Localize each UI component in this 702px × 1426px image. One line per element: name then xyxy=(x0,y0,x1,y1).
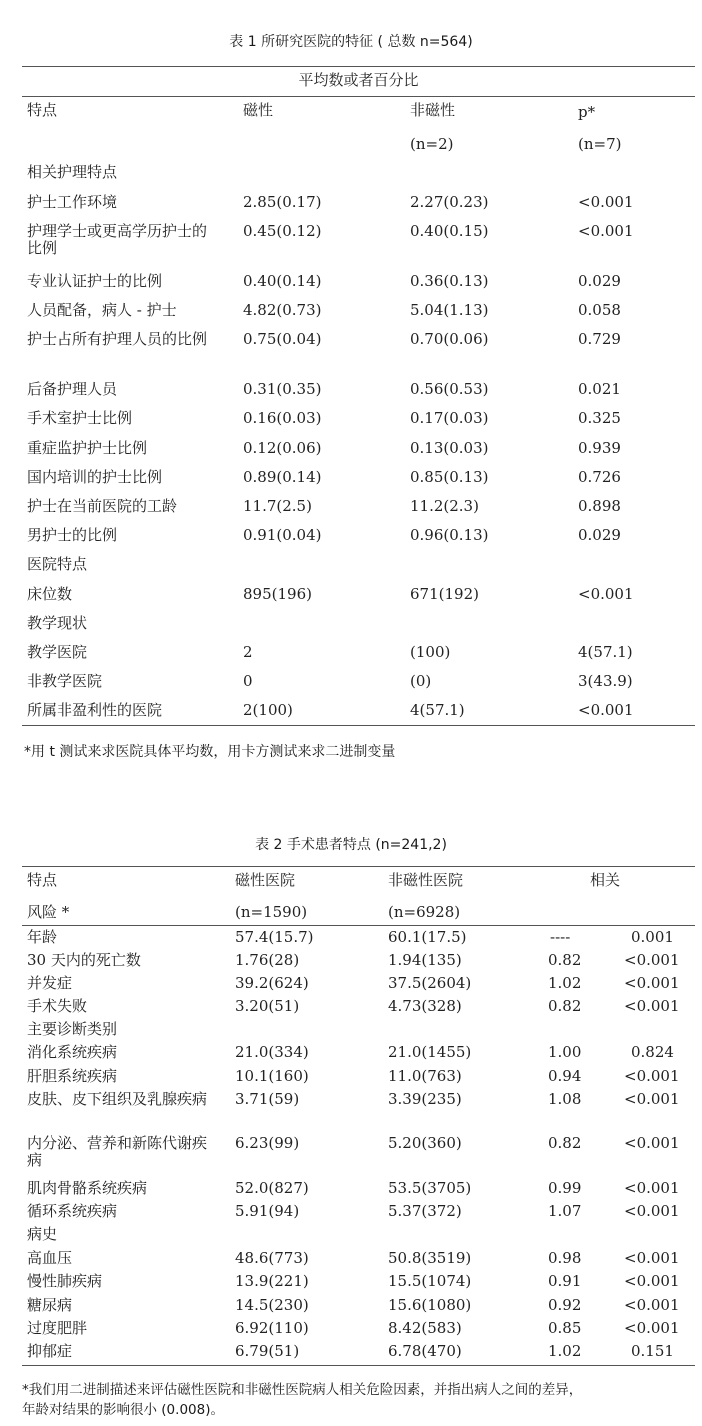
table1-row-nonmagnet: 671(192) xyxy=(410,585,479,603)
table1-header-nonmagnet: 非磁性 xyxy=(410,101,456,119)
table1-row-p: 4(57.1) xyxy=(578,643,633,661)
table1-row-label: 人员配备，病人 - 护士 xyxy=(27,301,177,319)
table1-row-label: 所属非盈利性的医院 xyxy=(27,701,163,719)
table1-n-p: (n=7) xyxy=(578,135,622,153)
table2-row-nonmagnet: 37.5(2604) xyxy=(388,974,472,992)
table2-bottom-rule xyxy=(22,1365,695,1366)
table1-header-feature: 特点 xyxy=(27,101,58,119)
table2-row-magnet: 3.71(59) xyxy=(235,1090,300,1108)
table1-spanner-rule xyxy=(22,96,695,97)
table2-row-or: 0.98 xyxy=(548,1249,582,1267)
table2-row-or: 1.07 xyxy=(548,1202,582,1220)
table1-row-label: 教学医院 xyxy=(27,643,88,661)
table2-row-nonmagnet: 15.5(1074) xyxy=(388,1272,472,1290)
table1-n-nonmagnet: (n=2) xyxy=(410,135,454,153)
table2-row-label: 手术失败 xyxy=(27,997,88,1015)
table1-bottom-rule xyxy=(22,725,695,726)
table2-header-nonmagnet: 非磁性医院 xyxy=(388,871,464,889)
table2-row-label: 皮肤、皮下组织及乳腺疾病 xyxy=(27,1090,208,1108)
table1-spanner: 平均数或者百分比 xyxy=(298,71,419,89)
table2-row-or: 1.02 xyxy=(548,974,582,992)
table2-row-label: 肌肉骨骼系统疾病 xyxy=(27,1179,148,1197)
table2-row-or: 0.92 xyxy=(548,1296,582,1314)
table2-row-or: 0.82 xyxy=(548,951,582,969)
table2-row-magnet: 57.4(15.7) xyxy=(235,928,314,946)
table1-row-nonmagnet: 0.40(0.15) xyxy=(410,222,489,240)
table1-row-magnet: 4.82(0.73) xyxy=(243,301,322,319)
table2-row-magnet: 3.20(51) xyxy=(235,997,300,1015)
table1-row-magnet: 0.91(0.04) xyxy=(243,526,322,544)
table2-header-rule xyxy=(22,925,695,926)
table2-n-magnet: (n=1590) xyxy=(235,903,308,921)
table2-row-nonmagnet: 5.20(360) xyxy=(388,1134,462,1152)
table2-row-magnet: 52.0(827) xyxy=(235,1179,309,1197)
table2-row-or: 1.02 xyxy=(548,1342,582,1360)
table1-footnote: *用 t 测试来求医院具体平均数，用卡方测试来求二进制变量 xyxy=(24,744,396,760)
table2-row-magnet: 39.2(624) xyxy=(235,974,309,992)
table1-row-nonmagnet: (0) xyxy=(410,672,432,690)
table2-row-label: 高血压 xyxy=(27,1249,73,1267)
table1-row-label: 后备护理人员 xyxy=(27,380,118,398)
table2-row-magnet: 14.5(230) xyxy=(235,1296,309,1314)
table1-row-nonmagnet: 11.2(2.3) xyxy=(410,497,479,515)
table1-row-p: 0.939 xyxy=(578,439,621,457)
table1-row-nonmagnet: 0.56(0.53) xyxy=(410,380,489,398)
table2-row-p: <0.001 xyxy=(624,997,680,1015)
table1-row-p: <0.001 xyxy=(578,585,634,603)
table1-row-p: <0.001 xyxy=(578,701,634,719)
table1-row-nonmagnet: 0.85(0.13) xyxy=(410,468,489,486)
table1-row-nonmagnet: 4(57.1) xyxy=(410,701,465,719)
table2-row-p: <0.001 xyxy=(624,1272,680,1290)
table1-row-p: 0.898 xyxy=(578,497,621,515)
table2-row-label: 过度肥胖 xyxy=(27,1319,88,1337)
table2-row-label: 内分泌、营养和新陈代谢疾病 xyxy=(27,1134,208,1169)
table1-row-p: 0.029 xyxy=(578,272,621,290)
table1-caption: 表 1 所研究医院的特征 ( 总数 n=564) xyxy=(229,34,473,50)
table1-row-magnet: 2(100) xyxy=(243,701,293,719)
table2-row-magnet: 1.76(28) xyxy=(235,951,300,969)
table1-row-magnet: 895(196) xyxy=(243,585,312,603)
table2-footnote-line1: *我们用二进制描述来评估磁性医院和非磁性医院病人相关危险因素，并指出病人之间的差异， xyxy=(22,1382,583,1398)
table1-row-label: 男护士的比例 xyxy=(27,526,118,544)
table2-caption: 表 2 手术患者特点 (n=241,2) xyxy=(255,837,447,853)
table2-row-nonmagnet: 21.0(1455) xyxy=(388,1043,472,1061)
table1-row-p: 0.058 xyxy=(578,301,621,319)
table1-row-label: 重症监护护士比例 xyxy=(27,439,148,457)
table2-row-or: 0.94 xyxy=(548,1067,582,1085)
table2-row-p: 0.824 xyxy=(631,1043,674,1061)
table1-row-p: 0.021 xyxy=(578,380,621,398)
table1-row-magnet: 11.7(2.5) xyxy=(243,497,312,515)
table1-row-magnet: 2 xyxy=(243,643,253,661)
table2-header-corr: 相关 xyxy=(590,871,621,889)
table2-row-p: <0.001 xyxy=(624,1179,680,1197)
table2-row-p: <0.001 xyxy=(624,974,680,992)
table2-row-or: 0.85 xyxy=(548,1319,582,1337)
table2-row-nonmagnet: 8.42(583) xyxy=(388,1319,462,1337)
table2-row-label: 并发症 xyxy=(27,974,73,992)
table2-row-label: 病史 xyxy=(27,1225,58,1243)
table2-row-or: 0.91 xyxy=(548,1272,582,1290)
table2-row-label: 循环系统疾病 xyxy=(27,1202,118,1220)
table2-row-p: <0.001 xyxy=(624,1134,680,1152)
table1-row-nonmagnet: 0.70(0.06) xyxy=(410,330,489,348)
table1-row-magnet: 0.16(0.03) xyxy=(243,409,322,427)
table2-row-nonmagnet: 50.8(3519) xyxy=(388,1249,472,1267)
table1-row-label: 医院特点 xyxy=(27,555,88,573)
table2-row-p: <0.001 xyxy=(624,1202,680,1220)
table1-row-p: <0.001 xyxy=(578,193,634,211)
table2-top-rule xyxy=(22,866,695,867)
table1-row-magnet: 0.75(0.04) xyxy=(243,330,322,348)
table1-row-p: 0.029 xyxy=(578,526,621,544)
table1-row-label: 护理学士或更高学历护士的比例 xyxy=(27,222,208,257)
table1-row-nonmagnet: 0.36(0.13) xyxy=(410,272,489,290)
table1-row-nonmagnet: 0.17(0.03) xyxy=(410,409,489,427)
table2-row-label: 30 天内的死亡数 xyxy=(27,951,141,969)
table2-row-or: 0.82 xyxy=(548,1134,582,1152)
table1-row-p: 0.729 xyxy=(578,330,621,348)
table2-row-magnet: 21.0(334) xyxy=(235,1043,309,1061)
table1-row-label: 国内培训的护士比例 xyxy=(27,468,163,486)
table1-row-label: 教学现状 xyxy=(27,614,88,632)
table2-row-magnet: 5.91(94) xyxy=(235,1202,300,1220)
table2-row-nonmagnet: 6.78(470) xyxy=(388,1342,462,1360)
table1-row-p: 0.325 xyxy=(578,409,621,427)
table2-row-or: 1.08 xyxy=(548,1090,582,1108)
table2-row-nonmagnet: 3.39(235) xyxy=(388,1090,462,1108)
table1-row-p: 3(43.9) xyxy=(578,672,633,690)
table2-row-p: <0.001 xyxy=(624,1067,680,1085)
table1-row-label: 护士工作环境 xyxy=(27,193,118,211)
table2-row-nonmagnet: 60.1(17.5) xyxy=(388,928,467,946)
table1-row-label: 床位数 xyxy=(27,585,73,603)
table1-row-label: 手术室护士比例 xyxy=(27,409,133,427)
table2-row-label: 肝胆系统疾病 xyxy=(27,1067,118,1085)
table2-row-label: 慢性肺疾病 xyxy=(27,1272,103,1290)
table1-row-label: 非教学医院 xyxy=(27,672,103,690)
table2-row-or: 1.00 xyxy=(548,1043,582,1061)
table2-row-nonmagnet: 53.5(3705) xyxy=(388,1179,472,1197)
table1-header-p: p* xyxy=(578,103,596,121)
table2-row-or: ---- xyxy=(550,928,571,946)
table1-row-nonmagnet: 5.04(1.13) xyxy=(410,301,489,319)
table2-row-p: <0.001 xyxy=(624,1090,680,1108)
table2-row-nonmagnet: 5.37(372) xyxy=(388,1202,462,1220)
table2-row-p: 0.151 xyxy=(631,1342,674,1360)
table2-row-label: 糖尿病 xyxy=(27,1296,73,1314)
table2-row-p: <0.001 xyxy=(624,1249,680,1267)
table2-row-magnet: 6.92(110) xyxy=(235,1319,309,1337)
table2-row-or: 0.99 xyxy=(548,1179,582,1197)
table1-row-magnet: 0.89(0.14) xyxy=(243,468,322,486)
table2-header-feature: 特点 xyxy=(27,871,58,889)
table2-row-nonmagnet: 4.73(328) xyxy=(388,997,462,1015)
table1-row-magnet: 0.40(0.14) xyxy=(243,272,322,290)
table2-n-label: 风险 * xyxy=(27,903,70,921)
table2-row-magnet: 48.6(773) xyxy=(235,1249,309,1267)
table2-row-nonmagnet: 1.94(135) xyxy=(388,951,462,969)
table1-header-magnet: 磁性 xyxy=(243,101,274,119)
table1-row-label: 护士占所有护理人员的比例 xyxy=(27,330,208,348)
table2-row-magnet: 6.79(51) xyxy=(235,1342,300,1360)
table2-row-label: 抑郁症 xyxy=(27,1342,73,1360)
table2-header-magnet: 磁性医院 xyxy=(235,871,296,889)
table2-row-label: 主要诊断类别 xyxy=(27,1020,118,1038)
table1-row-p: <0.001 xyxy=(578,222,634,240)
table1-row-nonmagnet: 0.96(0.13) xyxy=(410,526,489,544)
table1-row-p: 0.726 xyxy=(578,468,621,486)
table2-row-label: 消化系统疾病 xyxy=(27,1043,118,1061)
table1-row-nonmagnet: (100) xyxy=(410,643,451,661)
table2-footnote-line2: 年龄对结果的影响很小 (0.008)。 xyxy=(22,1402,224,1418)
table2-row-p: <0.001 xyxy=(624,1319,680,1337)
table2-row-magnet: 6.23(99) xyxy=(235,1134,300,1152)
table1-row-magnet: 2.85(0.17) xyxy=(243,193,322,211)
table2-row-magnet: 10.1(160) xyxy=(235,1067,309,1085)
table1-row-magnet: 0.12(0.06) xyxy=(243,439,322,457)
table2-row-or: 0.82 xyxy=(548,997,582,1015)
table2-row-label: 年龄 xyxy=(27,928,58,946)
table1-top-rule xyxy=(22,66,695,67)
table1-row-nonmagnet: 2.27(0.23) xyxy=(410,193,489,211)
table2-row-nonmagnet: 11.0(763) xyxy=(388,1067,462,1085)
table1-row-magnet: 0.31(0.35) xyxy=(243,380,322,398)
table2-row-magnet: 13.9(221) xyxy=(235,1272,309,1290)
table1-row-nonmagnet: 0.13(0.03) xyxy=(410,439,489,457)
table2-row-nonmagnet: 15.6(1080) xyxy=(388,1296,472,1314)
table1-row-label: 相关护理特点 xyxy=(27,163,118,181)
table2-row-p: <0.001 xyxy=(624,951,680,969)
table2-row-p: <0.001 xyxy=(624,1296,680,1314)
table1-row-magnet: 0 xyxy=(243,672,253,690)
table1-row-label: 专业认证护士的比例 xyxy=(27,272,163,290)
table2-n-nonmagnet: (n=6928) xyxy=(388,903,461,921)
table1-row-label: 护士在当前医院的工龄 xyxy=(27,497,178,515)
table2-row-p: 0.001 xyxy=(631,928,674,946)
table1-row-magnet: 0.45(0.12) xyxy=(243,222,322,240)
